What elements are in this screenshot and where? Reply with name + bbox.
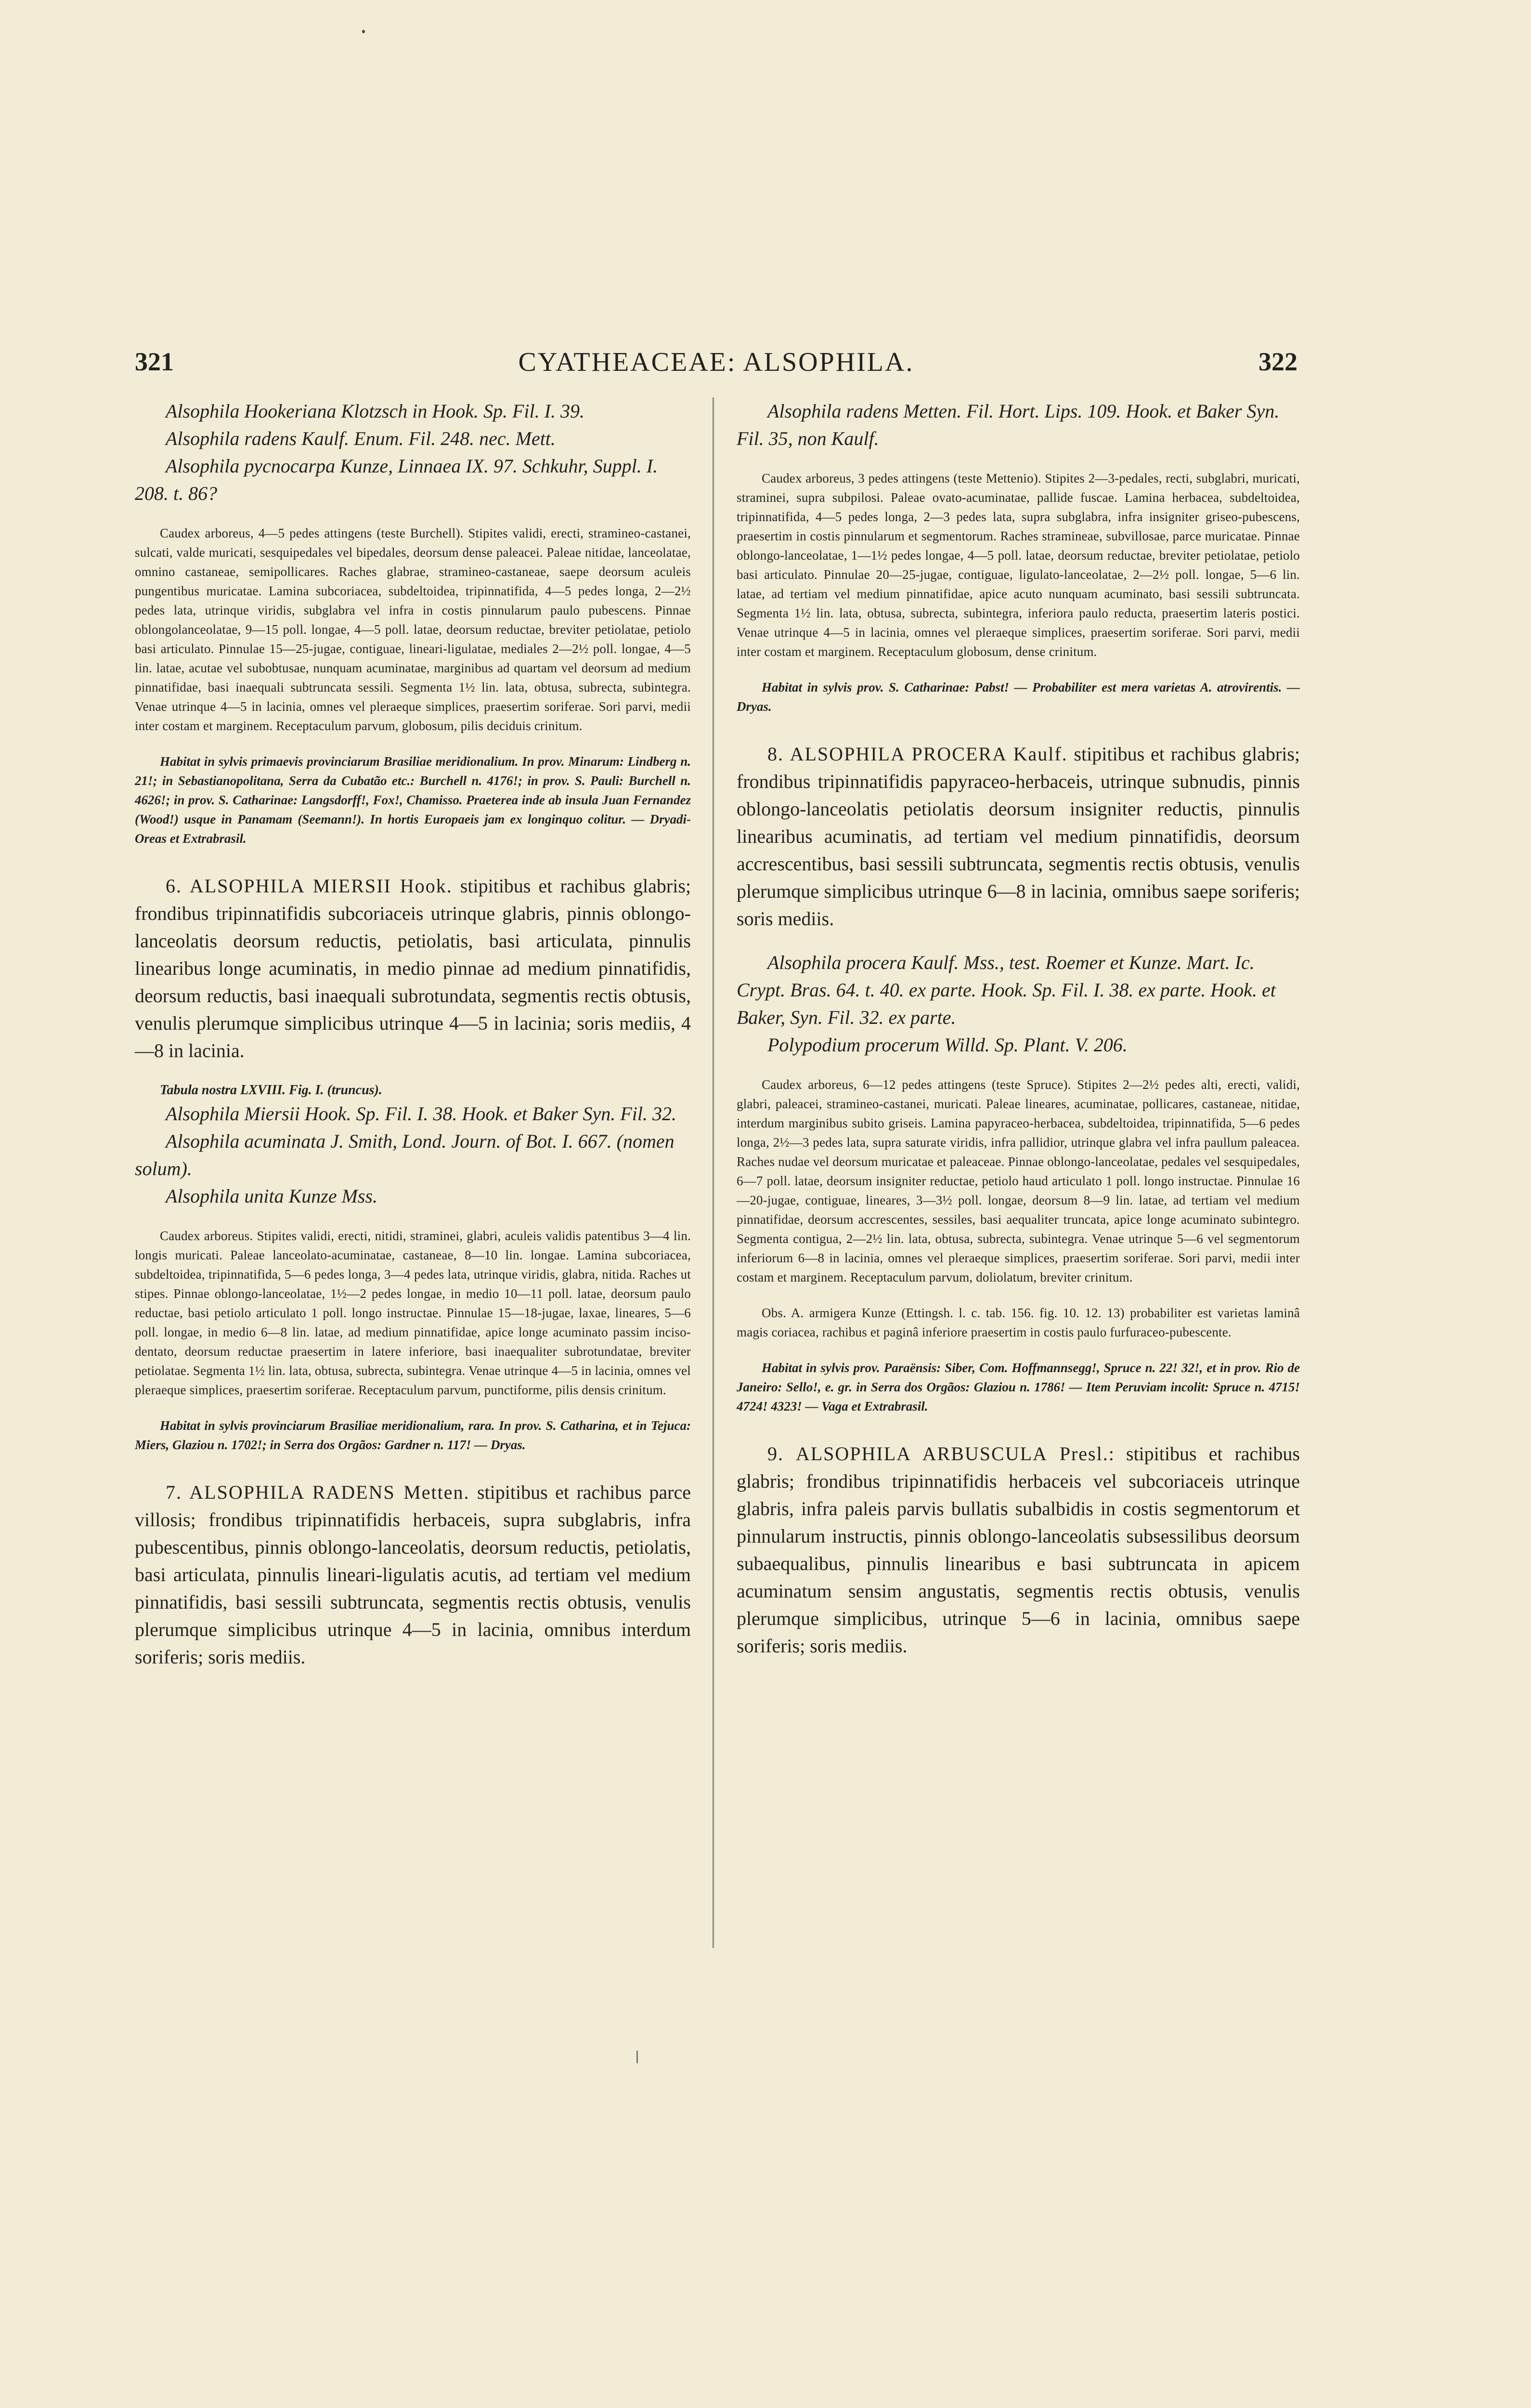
species-7-diagnosis [135, 1479, 691, 1671]
species-7-text: stipitibus et rachibus parce villosis; frondibus tripinnatifidis herbaceis, supra subglabris, infra pubescentibus, pinnis oblongo-lanceolatis, deorsum reductis, petiolatis, basi articulata, pinnulis lineari-ligulatis acutis, ad tertiam vel medium pinnatifidis, basi sessili subtruncata, segmentis rectis obtusis, venulis plerumque simplicibus utrinque 4—5 in lacinia, omnibus interdum soriferis; soris mediis. [135, 1481, 691, 1668]
species-6-text: stipitibus et rachibus glabris; frondibus tripinnatifidis subcoriaceis utrinque glabris, pinnis oblongo-lanceolatis deorsum reductis, petiolatis, basi articulata, pinnulis linearibus longe acuminatis, in medio pinnae ad medium pinnatifidis, deorsum reductis, basi inaequali subrotundata, segmentis rectis obtusis, venulis plerumque simplicibus utrinque 4—5 in lacinia; soris mediis, 4—8 in lacinia. [135, 875, 691, 1061]
synonym-line: Polypodium procerum Willd. Sp. Plant. V. 206. [767, 1034, 1128, 1056]
synonym-line: Alsophila radens Kaulf. Enum. Fil. 248. nec. Mett. [166, 428, 556, 449]
synonymy-radens [737, 397, 1300, 452]
synonym-line: Alsophila procera Kaulf. Mss., test. Roemer et Kunze. Mart. Ic. Crypt. Bras. 64. t. 40. ex parte. Hook. Sp. Fil. I. 38. ex parte. Hook. et Baker, Syn. Fil. 32. ex parte. [737, 952, 1276, 1028]
synonym-line: Alsophila radens Metten. Fil. Hort. Lips. 109. Hook. et Baker Syn. Fil. 35, non Kaulf. [737, 400, 1280, 449]
description-procera: Caudex arboreus, 6—12 pedes attingens (teste Spruce). Stipites 2—2½ pedes alti, erecti, validi, glabri, paleacei, stramineo-castanei, muricati. Paleae lineares, acuminatae, pollicares, castaneae, nitidae, interdum marginibus subito griseis. Lamina papyraceo-herbacea, subdeltoidea, tripinnatifida, 5—6 pedes longa, 2½—3 pedes lata, supra saturate viridis, infra pallidior, utrinque glabra vel infra paullum paleacea. Raches nudae vel deorsum muricatae et paleaceae. Pinnae oblongo-lanceolatae, pedales vel sesquipedales, 6—7 poll. latae, deorsum insigniter reductae, petiolo haud articulato 1 poll. longo instructae. Pinnulae 16—20-jugae, contiguae, lineares, 3—3½ poll. longae, deorsum 8—9 lin. latae, ad tertiam vel medium pinnatifidae, deorsum accrescentes, sessiles, basi aequaliter truncata, apice longe acuminato subintegro. Segmenta contigua, 2—2½ lin. lata, obtusa, subrecta, subintegra. Venae utrinque 5—6 vel segmentorum inferiorum 6—8 in lacinia, omnes vel pleraeque simplices, praesertim soriferae. Sori parvi, medii inter costam et marginem. Receptaculum parvum, doliolatum, breviter crinitum. [737, 1077, 1300, 1284]
synonym-line: Alsophila unita Kunze Mss. [166, 1185, 378, 1207]
species-7-heading: 7. ALSOPHILA RADENS Metten. [166, 1481, 470, 1503]
page-header [135, 347, 1297, 385]
column-divider [713, 397, 714, 1948]
synonymy-hookeriana [135, 397, 691, 507]
habitat-radens: Habitat in sylvis prov. S. Catharinae: Pabst! — Probabiliter est mera varietas A. atrovirentis. — Dryas. [737, 680, 1300, 714]
species-8-text: stipitibus et rachibus glabris; frondibus tripinnatifidis papyraceo-herbaceis, utrinque subnudis, pinnis oblongo-lanceolatis petiolatis deorsum insigniter reductis, pinnulis linearibus acuminatis, ad tertiam vel medium pinnatifidis, deorsum accrescentibus, basi sessili subtruncata, segmentis rectis obtusis, venulis plerumque simplicibus utrinque 6—8 in lacinia, omnibus saepe soriferis; soris mediis. [737, 743, 1300, 929]
plate-reference: Tabula nostra LXVIII. Fig. I. (truncus). [160, 1083, 382, 1098]
ink-mark [636, 2051, 638, 2063]
species-9-diagnosis [737, 1440, 1300, 1660]
page-number-left: 321 [135, 347, 174, 376]
species-6-diagnosis [135, 872, 691, 1064]
description-radens: Caudex arboreus, 3 pedes attingens (teste Mettenio). Stipites 2—3-pedales, recti, subglabri, muricati, straminei, supra subpilosi. Paleae ovato-acuminatae, pallide fuscae. Lamina herbacea, subdeltoidea, tripinnatifida, 4—5 pedes longa, 2—3 pedes lata, supra subglabra, infra insigniter griseo-pubescens, praesertim in costis pinnularum et segmentorum. Raches stramineae, subvillosae, parce muricatae. Pinnae oblongo-lanceolatae, 1—1½ pedes longae, 4—5 poll. latae, deorsum reductae, breviter petiolatae, petiolo basi articulato. Pinnulae 20—25-jugae, contiguae, ligulato-lanceolatae, 2—2½ poll. longae, 5—6 lin. latae, ad tertiam vel medium pinnatifidae, apice acuto nunquam acuminato, basi sessili subtruncata. Segmenta 1½ lin. lata, obtusa, subrecta, subintegra, inferiora paulo reducta, praesertim lateris postici. Venae utrinque 4—5 in lacinia, omnes vel pleraeque simplices, praesertim soriferae. Sori parvi, medii inter costam et marginem. Receptaculum globosum, dense crinitum. [737, 471, 1300, 659]
description-miersii: Caudex arboreus. Stipites validi, erecti, nitidi, straminei, glabri, aculeis validis patentibus 3—4 lin. longis muricati. Paleae lanceolato-acuminatae, castaneae, 8—10 lin. longae. Lamina subcoriacea, subdeltoidea, tripinnatifida, 5—6 pedes longa, 3—4 pedes lata, utrinque viridis, glabra, nitida. Raches ut stipes. Pinnae oblongo-lanceolatae, 1½—2 pedes longae, in medio 10—11 poll. latae, deorsum paulo reductae, basi petiolo articulato 1 poll. longo instructae. Pinnulae 15—18-jugae, laxae, lineares, 5—6 poll. longae, in medio 6—8 lin. latae, ad medium pinnatifidae, apice longe acuminato passim inciso-dentato, deorsum reductae praesertim in latere inferiore, basi inaequaliter subrotundatae, breviter petiolatae. Segmenta 1½ lin. lata, obtusa, subrecta, subintegra. Venae utrinque 4—5 in lacinia, omnes vel pleraeque simplices, praesertim soriferae. Receptaculum parvum, punctiforme, pilis densis crinitum. [135, 1229, 691, 1397]
habitat-hookeriana: Habitat in sylvis primaevis provinciarum Brasiliae meridionalium. In prov. Minarum: Lindberg n. 21!; in Sebastianopolitana, Serra da Cubatão etc.: Burchell n. 4176!; in prov. S. Pauli: Burchell n. 4626!; in prov. S. Catharinae: Langsdorff!, Fox!, Chamisso. Praeterea inde ab insula Juan Fernandez (Wood!) usque in Panamam (Seemann!). In hortis Europaeis jam ex longinquo colitur. — Dryadi-Oreas et Extrabrasil. [135, 754, 691, 846]
synonym-line: Alsophila Hookeriana Klotzsch in Hook. Sp. Fil. I. 39. [166, 400, 584, 422]
left-column [135, 397, 691, 1671]
description-hookeriana: Caudex arboreus, 4—5 pedes attingens (teste Burchell). Stipites validi, erecti, stramineo-castanei, sulcati, valde muricati, sesquipedales vel bipedales, deorsum dense paleacei. Paleae nitidae, lanceolatae, omnino castaneae, semipollicares. Raches glabrae, stramineo-castaneae, saepe deorsum aculeis pungentibus muricatae. Lamina subcoriacea, subdeltoidea, tripinnatifida, 4—5 pedes longa, 2—2½ pedes lata, utrinque viridis, subglabra vel infra in costis pinnularum paulo pubescens. Pinnae oblongolanceolatae, 9—15 poll. longae, 4—5 poll. latae, deorsum reductae, breviter petiolatae, petiolo basi articulato. Pinnulae 15—25-jugae, contiguae, lineari-ligulatae, mediales 2—2½ poll. longae, 4—5 lin. latae, acutae vel subobtusae, nunquam acuminatae, marginibus ad quartam vel deorsum ad medium pinnatifidae, basi inaequali subtruncata sessili. Segmenta 1½ lin. lata, obtusa, subrecta, subintegra. Venae utrinque 4—5 in lacinia, omnes vel pleraeque simplices, praesertim soriferae. Sori parvi, medii inter costam et marginem. Receptaculum parvum, globosum, pilis deciduis crinitum. [135, 526, 691, 733]
species-8-diagnosis [737, 740, 1300, 932]
synonym-line: Alsophila Miersii Hook. Sp. Fil. I. 38. Hook. et Baker Syn. Fil. 32. [166, 1103, 676, 1125]
synonym-line: Alsophila pycnocarpa Kunze, Linnaea IX. 97. Schkuhr, Suppl. I. 208. t. 86? [135, 455, 658, 504]
right-column [737, 397, 1300, 1660]
synonym-line: Alsophila acuminata J. Smith, Lond. Journ. of Bot. I. 667. (nomen solum). [135, 1130, 675, 1179]
species-6-heading: 6. ALSOPHILA MIERSII Hook. [166, 875, 453, 897]
synonymy-procera [737, 949, 1300, 1059]
observation-procera: Obs. A. armigera Kunze (Ettingsh. l. c. tab. 156. fig. 10. 12. 13) probabiliter est varietas laminâ magis coriacea, rachibus et paginâ inferiore praesertim in costis paulo furfuraceo-pubescente. [737, 1306, 1300, 1339]
page-number-right: 322 [1259, 347, 1297, 376]
habitat-procera: Habitat in sylvis prov. Paraënsis: Siber, Com. Hoffmannsegg!, Spruce n. 22! 32!, et in prov. Rio de Janeiro: Sello!, e. gr. in Serra dos Orgãos: Glaziou n. 1786! — Item Peruviam incolit: Spruce n. 4715! 4724! 4323! — Vaga et Extrabrasil. [737, 1361, 1300, 1413]
running-title: CYATHEACEAE: ALSOPHILA. [518, 347, 914, 377]
species-9-text: : stipitibus et rachibus glabris; frondibus tripinnatifidis herbaceis vel subcoriaceis utrinque glabris, infra paleis parvis bullatis subalbidis in costis segmentorum et pinnularum instructis, pinnis oblongo-lanceolatis subsessilibus deorsum subaequalibus, pinnulis linearibus e basi subtruncata in apicem acuminatum sensim angustatis, segmentis rectis obtusis, venulis plerumque simplicibus, utrinque 5—6 in lacinia, omnibus saepe soriferis; soris mediis. [737, 1443, 1300, 1657]
synonymy-miersii [135, 1100, 691, 1210]
species-8-heading: 8. ALSOPHILA PROCERA Kaulf. [767, 743, 1068, 765]
ink-mark [362, 30, 365, 33]
habitat-miersii: Habitat in sylvis provinciarum Brasiliae meridionalium, rara. In prov. S. Catharina, et in Tejuca: Miers, Glaziou n. 1702!; in Serra dos Orgãos: Gardner n. 117! — Dryas. [135, 1418, 691, 1452]
species-9-heading: 9. ALSOPHILA ARBUSCULA Presl. [767, 1443, 1109, 1465]
